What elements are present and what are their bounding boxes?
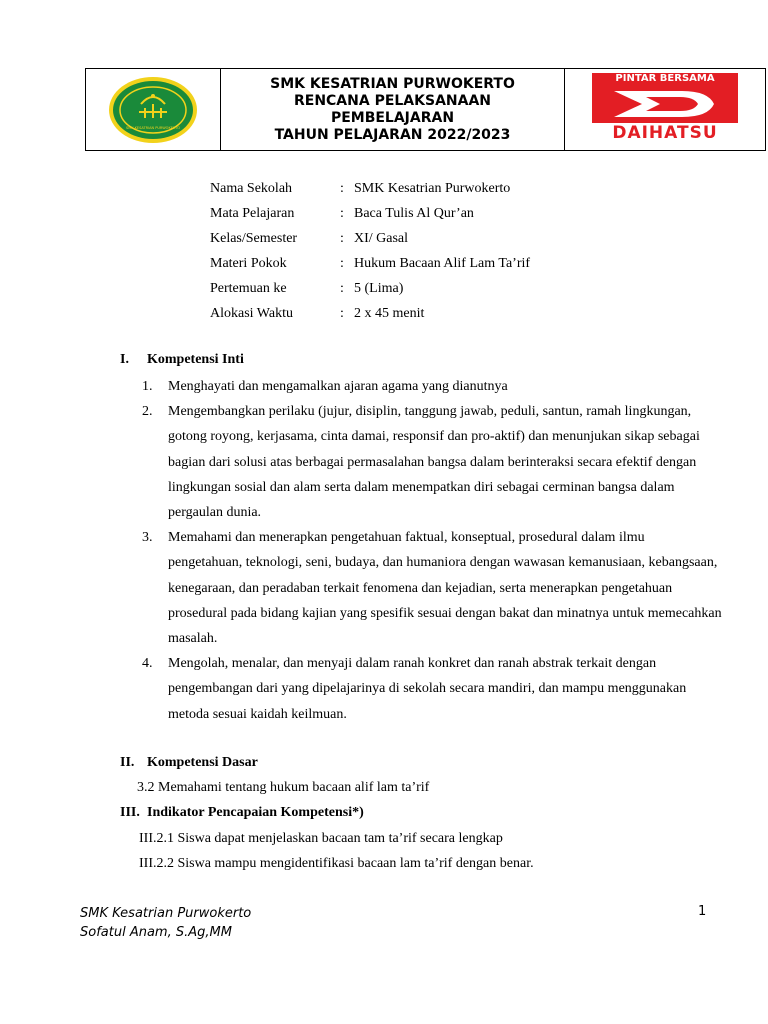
list-item: [142, 374, 722, 399]
header-title: [221, 69, 565, 150]
item-text: Mengembangkan perilaku (jujur, disiplin, tanggung jawab, peduli, santun, ramah lingkungan, gotong royong, kerjasama, cinta damai, responsif dan pro-aktif) dan menunjukan sikap sebagai bagian dari solusi atas berbagai permasalahan bangsa dalam berinteraksi secara efektif dengan lingkungan sosial dan alam serta dalam menempatkan diri sebagai cerminan bangsa dalam pergaulan dunia.: [168, 404, 700, 521]
footer: [80, 904, 251, 942]
info-value: SMK Kesatrian Purwokerto: [354, 180, 511, 196]
section-number: I.: [120, 352, 129, 367]
page-number: 1: [698, 904, 707, 919]
title-line: SMK KESATRIAN PURWOKERTO: [270, 75, 515, 92]
info-value: Hukum Bacaan Alif Lam Ta’rif: [354, 255, 531, 271]
indikator-item: III.2.2 Siswa mampu mengidentifikasi bacaan lam ta’rif dengan benar.: [139, 856, 534, 871]
daihatsu-logo-icon: [592, 85, 738, 123]
info-value: Baca Tulis Al Qur’an: [354, 205, 474, 221]
item-number: 1.: [142, 379, 153, 394]
info-label: Alokasi Waktu: [210, 305, 293, 321]
indikator-item: III.2.1 Siswa dapat menjelaskan bacaan tam ta’rif secara lengkap: [139, 831, 503, 846]
section-heading-kompetensi-dasar: [120, 755, 258, 771]
footer-author: Sofatul Anam, S.Ag,MM: [80, 925, 232, 940]
kompetensi-inti-list: [142, 374, 722, 727]
section-title: Indikator Pencapaian Kompetensi*): [147, 805, 364, 820]
item-text: Memahami dan menerapkan pengetahuan faktual, konseptual, prosedural dalam ilmu pengetahuan, teknologi, seni, budaya, dan humaniora dengan wawasan kemanusiaan, kebangsaan, kenegaraan, dan peradaban terkait fenomena dan kejadian, serta menerapkan pengetahuan prosedural pada bidang kajian yang spesifik sesuai dengan bakat dan minatnya untuk memecahkan masalah.: [168, 530, 722, 647]
kompetensi-dasar-item: 3.2 Memahami tentang hukum bacaan alif lam ta’rif: [137, 780, 430, 795]
item-number: 2.: [142, 404, 153, 420]
section-title: Kompetensi Dasar: [147, 755, 258, 770]
info-colon: :: [340, 205, 344, 221]
logo-cell: [86, 69, 221, 150]
info-row: [210, 226, 530, 251]
info-value: 5 (Lima): [354, 280, 404, 296]
footer-school: SMK Kesatrian Purwokerto: [80, 906, 252, 921]
header-table: [85, 68, 766, 151]
section-number: II.: [120, 755, 135, 770]
info-label: Mata Pelajaran: [210, 205, 295, 221]
section-heading-indikator: [120, 805, 364, 821]
info-colon: :: [340, 305, 344, 321]
title-line: RENCANA PELAKSANAAN: [293, 92, 492, 109]
title-line: TAHUN PELAJARAN 2022/2023: [274, 126, 511, 143]
info-label: Nama Sekolah: [210, 180, 293, 196]
school-logo: [105, 74, 201, 146]
title-line: PEMBELAJARAN: [330, 109, 455, 126]
info-label: Kelas/Semester: [210, 230, 298, 246]
list-item: [142, 651, 722, 727]
brand-tagline: PINTAR BERSAMA: [592, 73, 738, 85]
info-label: Materi Pokok: [210, 255, 287, 271]
info-row: [210, 176, 530, 201]
item-text: Mengolah, menalar, dan menyaji dalam ranah konkret dan ranah abstrak terkait dengan pengembangan dari yang dipelajarinya di sekolah secara mandiri, dan mampu menggunakan metoda sesuai kaidah keilmuan.: [168, 656, 687, 722]
info-colon: :: [340, 280, 344, 296]
list-item: [142, 525, 722, 651]
info-colon: :: [340, 180, 344, 196]
info-colon: :: [340, 255, 344, 271]
info-value: XI/ Gasal: [354, 230, 409, 246]
info-colon: :: [340, 230, 344, 246]
list-item: [142, 399, 722, 525]
section-number: III.: [120, 805, 140, 820]
identity-table: [210, 176, 530, 326]
info-row: [210, 201, 530, 226]
brand-name: DAIHATSU: [612, 123, 718, 143]
item-number: 4.: [142, 656, 153, 672]
info-row: [210, 301, 530, 326]
section-heading-kompetensi-inti: [120, 352, 244, 368]
item-number: 3.: [142, 530, 153, 546]
brand-cell: [565, 69, 765, 150]
item-text: Menghayati dan mengamalkan ajaran agama yang dianutnya: [168, 379, 508, 394]
info-row: [210, 251, 530, 276]
logo-caption: SMK KESATRIAN PURWOKERTO: [125, 125, 181, 130]
section-title: Kompetensi Inti: [147, 352, 244, 367]
info-label: Pertemuan ke: [210, 280, 287, 296]
info-value: 2 x 45 menit: [354, 305, 425, 321]
info-row: [210, 276, 530, 301]
